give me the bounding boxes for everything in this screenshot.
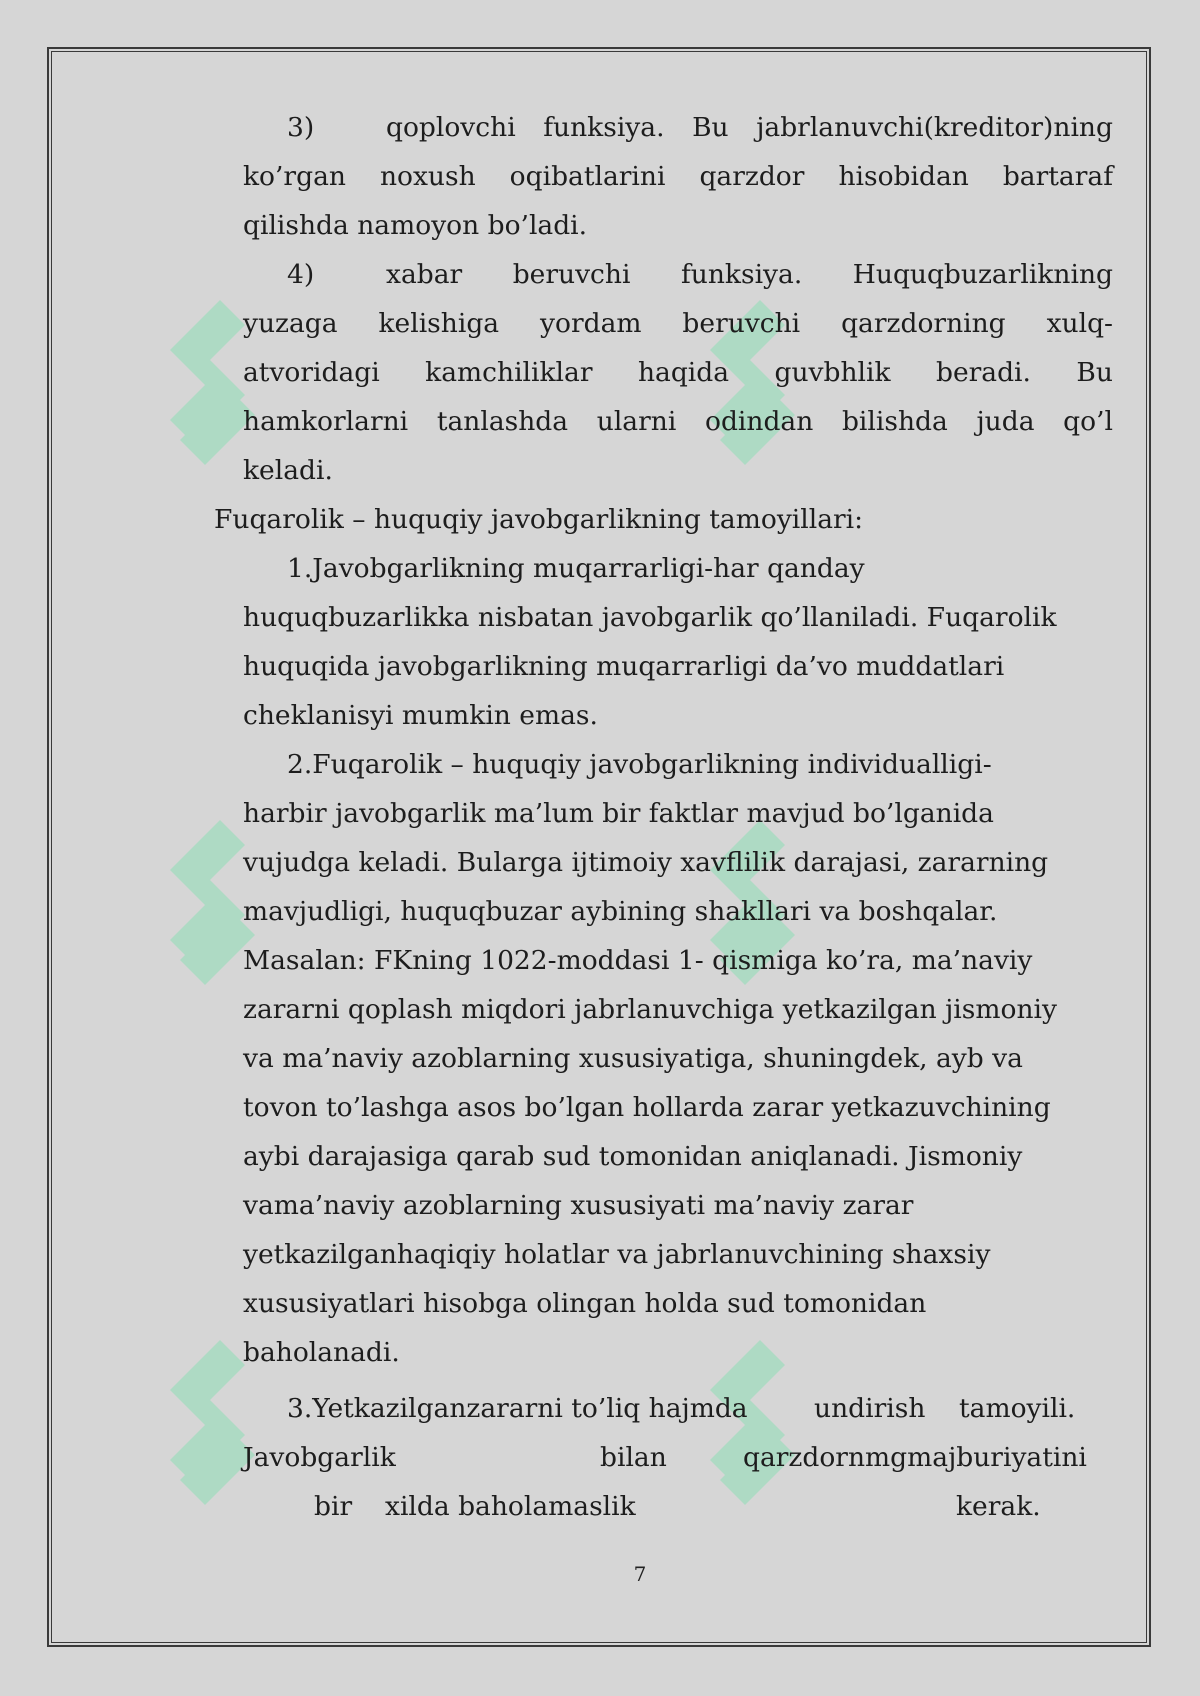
principle-2-line: vama’naviy azoblarning xususiyati ma’naviy zarar xyxy=(243,1190,914,1221)
word: yordam xyxy=(540,308,642,339)
page-number: 7 xyxy=(633,1562,647,1586)
word: hamkorlarni xyxy=(243,406,409,437)
word: qarzdornmgmajburiyatini xyxy=(743,1442,1087,1473)
section-heading: Fuqarolik – huquqiy javobgarlikning tamoyillari: xyxy=(214,504,864,535)
principle-3-line-1 xyxy=(287,1389,1107,1429)
word: qarzdorning xyxy=(841,308,1006,339)
principle-1-line: 1.Javobgarlikning muqarrarligi-har qanday xyxy=(287,553,865,584)
word: xilda baholamaslik xyxy=(385,1491,636,1522)
word: guvbhlik xyxy=(774,357,891,388)
word: qarzdor xyxy=(699,161,805,192)
word: ko’rgan xyxy=(243,161,346,192)
principle-2-line: harbir javobgarlik ma’lum bir faktlar mavjud bo’lganida xyxy=(243,798,994,829)
item-4-line-5: keladi. xyxy=(243,455,333,486)
word: oqibatlarini xyxy=(509,161,666,192)
principle-2-line: xususiyatlari hisobga olingan holda sud tomonidan xyxy=(243,1288,927,1319)
word: kerak. xyxy=(956,1491,1041,1522)
principle-2-line: tovon to’lashga asos bo’lgan hollarda zarar yetkazuvchining xyxy=(243,1092,1051,1123)
word: ularni xyxy=(596,406,677,437)
word: xulq- xyxy=(1046,308,1113,339)
word: bilan xyxy=(600,1442,667,1473)
word: beruvchi xyxy=(512,259,631,290)
principle-2-line: vujudga keladi. Bularga ijtimoiy xavflilik darajasi, zararning xyxy=(243,847,1049,878)
word: qoplovchi xyxy=(386,112,516,143)
word: kamchiliklar xyxy=(425,357,593,388)
word: kelishiga xyxy=(378,308,500,339)
principle-3-line-3 xyxy=(243,1487,1113,1527)
word: funksiya. xyxy=(680,259,803,290)
word: hisobidan xyxy=(838,161,969,192)
principle-2-line: Masalan: FKning 1022-moddasi 1- qismiga ko’ra, ma’naviy xyxy=(243,945,1033,976)
item-number: 4) xyxy=(287,259,315,290)
principle-2-line: aybi darajasiga qarab sud tomonidan aniqlanadi. Jismoniy xyxy=(243,1141,1023,1172)
principle-3-line-2 xyxy=(243,1438,1113,1478)
word: tanlashda xyxy=(436,406,569,437)
item-3-line-3: qilishda namoyon bo’ladi. xyxy=(243,210,588,241)
word: Javobgarlik xyxy=(243,1442,396,1473)
item-3-line-2 xyxy=(243,157,1113,197)
item-3-line-1 xyxy=(287,108,1113,148)
word: yuzaga xyxy=(243,308,338,339)
word: 3.Yetkazilganzararni to’liq hajmda xyxy=(287,1393,748,1424)
item-4-line-2 xyxy=(243,304,1113,344)
item-4-line-3 xyxy=(243,353,1113,393)
principle-1-line: huquqbuzarlikka nisbatan javobgarlik qo’llaniladi. Fuqarolik xyxy=(243,602,1057,633)
item-4-line-1 xyxy=(287,255,1113,295)
principle-2-line: mavjudligi, huquqbuzar aybining shakllari va boshqalar. xyxy=(243,896,998,927)
word: bilishda xyxy=(841,406,948,437)
word: haqida xyxy=(637,357,730,388)
word: bir xyxy=(314,1491,353,1522)
word: bartaraf xyxy=(1002,161,1113,192)
word: beradi. xyxy=(935,357,1031,388)
principle-1-line: huquqida javobgarlikning muqarrarligi da’vo muddatlari xyxy=(243,651,1005,682)
item-number: 3) xyxy=(287,112,315,143)
principle-2-line: va ma’naviy azoblarning xususiyatiga, shuningdek, ayb va xyxy=(243,1043,1023,1074)
word: beruvchi xyxy=(682,308,801,339)
word: qo’l xyxy=(1063,406,1113,437)
word: jabrlanuvchi(kreditor)ning xyxy=(756,112,1113,143)
word: Huquqbuzarlikning xyxy=(852,259,1113,290)
word: noxush xyxy=(379,161,476,192)
word: Bu xyxy=(692,112,729,143)
principle-2-line: 2.Fuqarolik – huquqiy javobgarlikning individualligi- xyxy=(287,749,992,780)
word: undirish xyxy=(814,1393,926,1424)
word: atvoridagi xyxy=(243,357,380,388)
word: juda xyxy=(976,406,1035,437)
word: tamoyili. xyxy=(959,1393,1076,1424)
principle-1-line: cheklanisyi mumkin emas. xyxy=(243,700,598,731)
item-4-line-4 xyxy=(243,402,1113,442)
principle-2-line: baholanadi. xyxy=(243,1337,400,1368)
principle-2-line: yetkazilganhaqiqiy holatlar va jabrlanuvchining shaxsiy xyxy=(243,1239,991,1270)
word: Bu xyxy=(1076,357,1113,388)
word: funksiya. xyxy=(543,112,665,143)
word: odindan xyxy=(704,406,814,437)
principle-2-line: zararni qoplash miqdori jabrlanuvchiga yetkazilgan jismoniy xyxy=(243,994,1057,1025)
word: xabar xyxy=(386,259,463,290)
